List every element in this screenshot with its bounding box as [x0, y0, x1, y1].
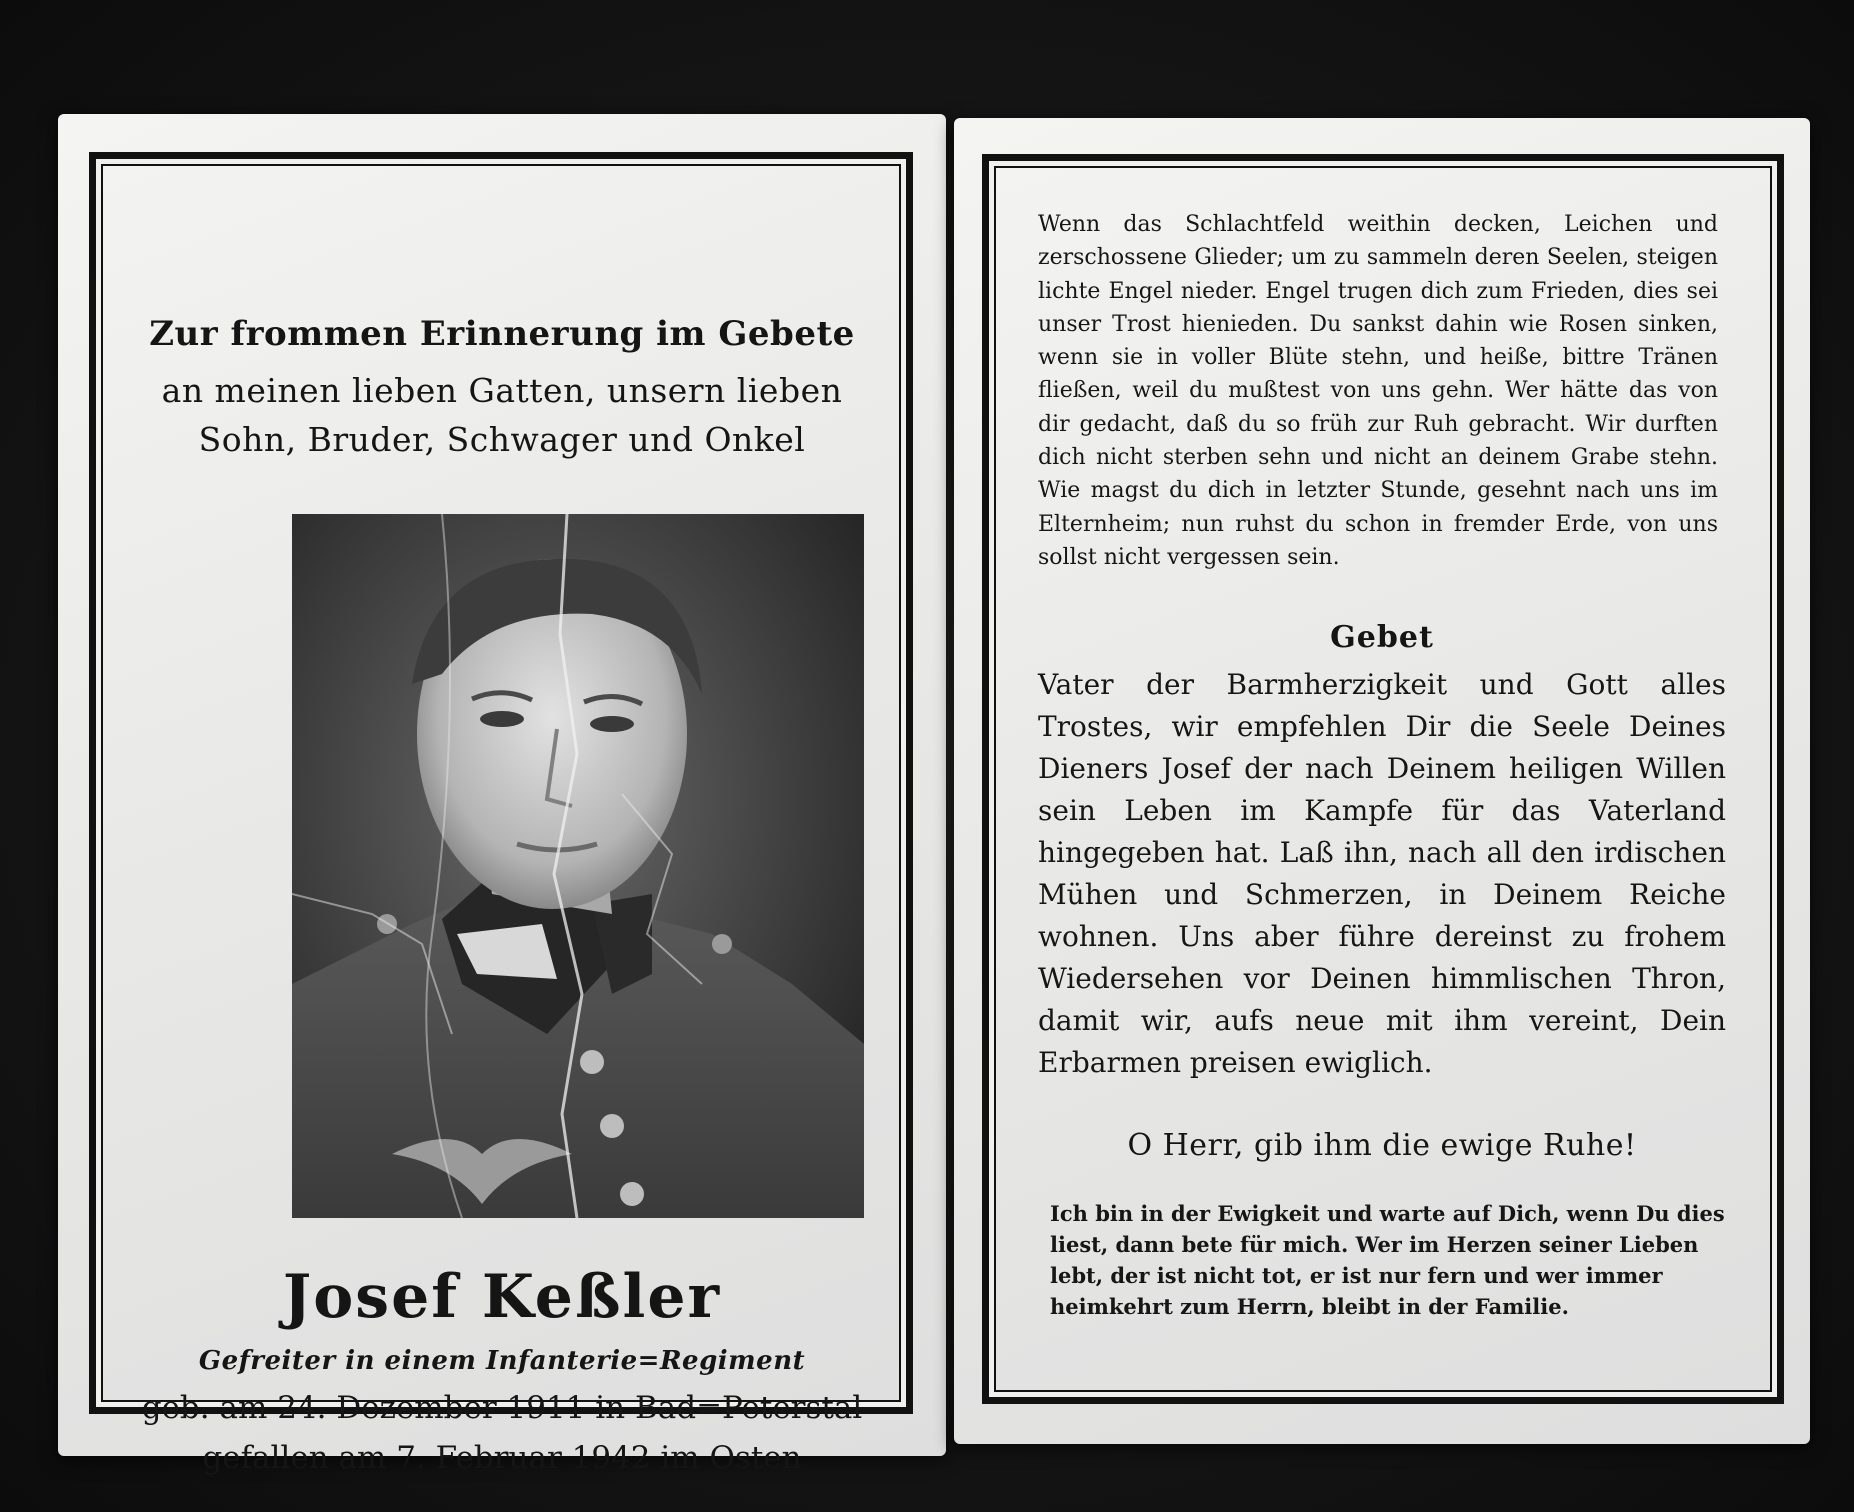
closing-line: O Herr, gib ihm die ewige Ruhe! — [1127, 1128, 1637, 1163]
prayer-text: Vater der Barmherzigkeit und Gott alles Trostes, wir empfehlen Dir die Seele Deines Dieners Josef der nach Deinem heiligen Willen sein Leben im Kampfe für das Vaterland hingegeben hat. Laß ihn, nach all den irdischen Mühen und Schmerzen, in Deinem Reiche wohnen. Uns aber führe dereinst zu frohem Wiedersehen vor Deinen himmlischen Thron, damit wir, aufs neue mit ihm vereint, Dein Erbarmen preisen ewiglich. — [1038, 668, 1726, 1079]
dedication-line: Sohn, Bruder, Schwager und Onkel — [198, 420, 806, 459]
soldier-portrait — [292, 514, 864, 1218]
prayer-title: Gebet — [1330, 620, 1434, 655]
birth-line: geb. am 24. Dezember 1911 in Bad=Peterstal — [141, 1390, 863, 1426]
closing-verse: Ich bin in der Ewigkeit und warte auf Dich, wenn Du dies liest, dann bete für mich. Wer im Herzen seiner Lieben lebt, der ist nicht tot, er ist nur fern und wer immer heimkehrt zum Herrn, bleibt in der Familie. — [1050, 1201, 1725, 1319]
memorial-card-back — [954, 118, 1810, 1444]
memorial-card-front — [58, 114, 946, 1476]
death-line: gefallen am 7. Februar 1942 im Osten — [202, 1440, 802, 1476]
memorial-poem: Wenn das Schlachtfeld weithin decken, Leichen und zerschossene Glieder; um zu sammeln deren Seelen, steigen lichte Engel nieder. Engel trugen dich zum Frieden, dies sei unser Trost hienieden. Du sankst dahin wie Rosen sinken, wenn sie in voller Blüte stehn, und heiße, bittre Tränen fließen, weil du mußtest von uns gehn. Wer hätte das von dir gedacht, daß du so früh zur Ruh gebracht. Wir durften dich nicht sterben sehn und nicht an deinem Grabe stehn. Wie magst du dich in letzter Stunde, gesehnt nach uns im Elternheim; nun ruhst du schon in fremder Erde, von uns sollst nicht vergessen sein. — [1038, 212, 1718, 570]
card-heading: Zur frommen Erinnerung im Gebete — [149, 314, 855, 354]
military-rank: Gefreiter in einem Infanterie=Regiment — [198, 1346, 806, 1376]
deceased-name: Josef Keßler — [282, 1262, 722, 1332]
dedication-line: an meinen lieben Gatten, unsern lieben — [161, 371, 843, 410]
portrait-image — [292, 514, 864, 1218]
